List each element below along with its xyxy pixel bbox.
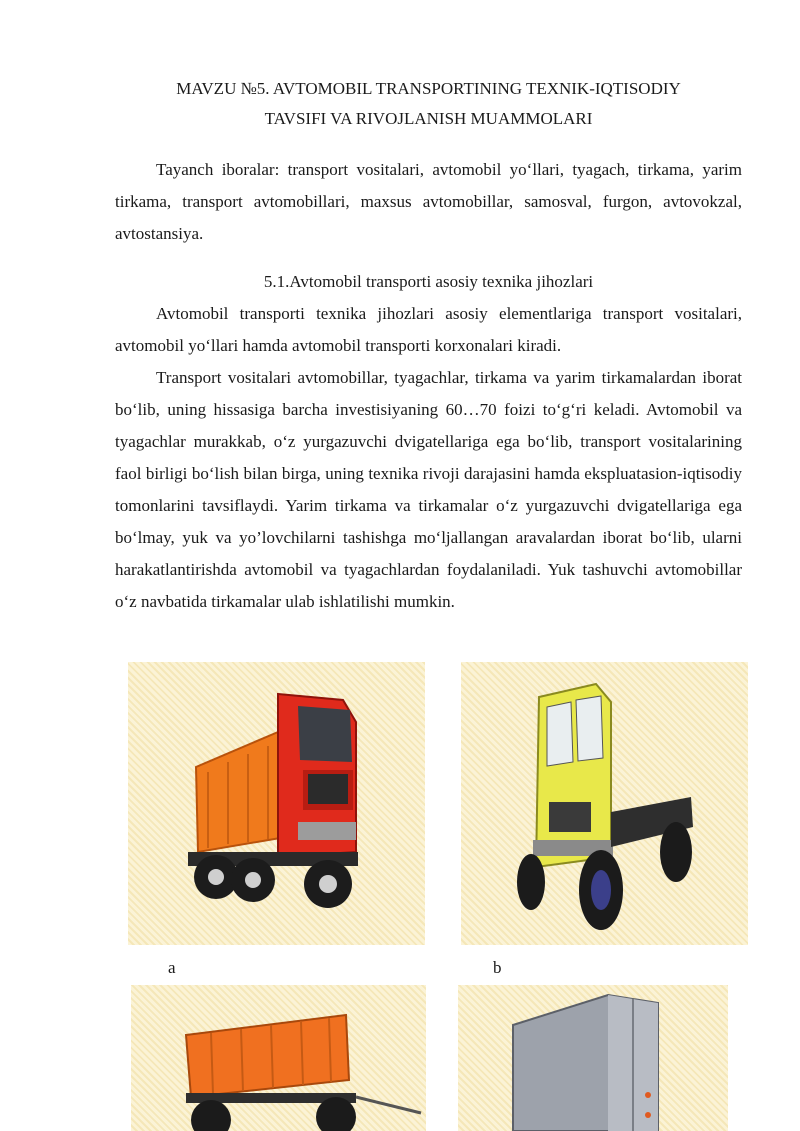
document-title-line-2: TAVSIFI VA RIVOJLANISH MUAMMOLARI — [264, 109, 593, 128]
van-body-image — [458, 985, 728, 1131]
tractor-unit-image — [461, 662, 748, 945]
body-paragraph-1: Avtomobil transporti texnika jihozlari asosiy elementlariga transport vositalari, avtomobil yo‘llari hamda avtomobil transporti korxonalari kiradi. — [115, 304, 742, 355]
keywords-paragraph: Tayanch iboralar: transport vositalari, avtomobil yo‘llari, tyagach, tirkama, yarim tirkama, transport avtomobillari, maxsus avtomobillar, samosval, furgon, avtovokzal, avtostansiya. — [115, 160, 742, 243]
trailer-image — [131, 985, 426, 1131]
figure-caption-b: b — [493, 958, 502, 977]
document-title-line-1: MAVZU №5. AVTOMOBIL TRANSPORTINING TEXNIK-IQTISODIY — [176, 79, 681, 98]
dump-truck-image — [128, 662, 425, 945]
figure-caption-a: a — [168, 958, 176, 977]
body-paragraph-2: Transport vositalari avtomobillar, tyagachlar, tirkama va yarim tirkamalardan iborat bo‘lib, uning hissasiga barcha investisiyaning 60…70 foizi to‘g‘ri keladi. Avtomobil va tyagachlar murakkab, o‘z yurgazuvchi dvigatellariga ega bo‘lib, transport vositalarining faol birligi bo‘lish bilan birga, uning texnika rivoji darajasini hamda ekspluatasion-iqtisodiy tomonlarini tavsiflaydi. Yarim tirkama va tirkamalar o‘z yurgazuvchi dvigatellariga ega bo‘lmay, yuk va yo’lovchilarni tashishga mo‘ljallangan aravalardan iborat bo‘lib, ularni harakatlantirishda avtomobil va tyagachlardan foydalaniladi. Yuk tashuvchi avtomobillar o‘z navbatida tirkamalar ulab ishlatilishi mumkin. — [115, 368, 742, 611]
section-heading: 5.1.Avtomobil transporti asosiy texnika jihozlari — [263, 272, 594, 291]
